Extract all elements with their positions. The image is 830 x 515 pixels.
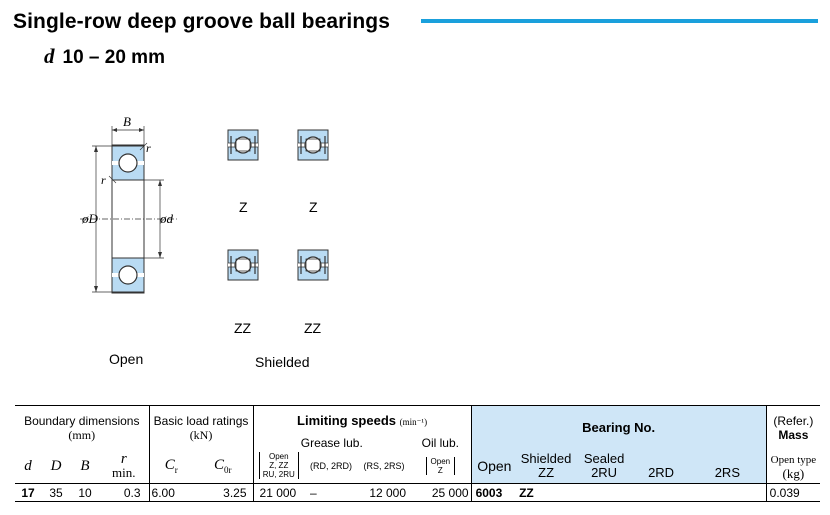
col-bn-2rs-header: 2RS xyxy=(689,450,766,484)
limiting-speeds-header: Limiting speeds (min⁻¹) xyxy=(253,406,471,436)
dim-d-label: ød xyxy=(160,211,173,226)
cell-bearing-2rs xyxy=(689,484,766,502)
shield-zz-section-1 xyxy=(228,250,258,280)
zz-label-2: ZZ xyxy=(304,320,322,336)
col-grease-open-header: Open Z, ZZ RU, 2RU xyxy=(253,450,304,484)
cell-grease-rs: 12 000 xyxy=(358,484,410,502)
cell-B: 10 xyxy=(71,484,99,502)
basic-load-ratings-header: Basic load ratings (kN) xyxy=(149,406,253,450)
table-row xyxy=(15,484,820,502)
col-mass-header: Open type (kg) xyxy=(766,450,820,484)
shield-z-section-1 xyxy=(228,130,258,160)
shield-zz-section-2 xyxy=(298,250,328,280)
cell-bearing-2rd xyxy=(633,484,689,502)
cell-mass: 0.039 xyxy=(766,484,820,502)
col-cr-header: $C_r$ xyxy=(149,450,193,484)
cell-oil: 25 000 xyxy=(410,484,471,502)
cell-bearing-open: 6003 xyxy=(471,484,517,502)
cell-grease-rd: – xyxy=(304,484,358,502)
col-r-header: r min. xyxy=(99,450,149,484)
col-B-header: B xyxy=(71,450,99,484)
shielded-figure-label: Shielded xyxy=(255,354,310,370)
col-grease-rd-header: (RD, 2RD) xyxy=(304,450,358,484)
col-oil-open-header: Open Z xyxy=(410,450,471,484)
bearing-spec-table xyxy=(15,405,820,502)
col-d-header: d xyxy=(15,450,41,484)
bearing-no-header: Bearing No. xyxy=(471,406,766,450)
cell-c0r: 3.25 xyxy=(193,484,253,502)
mass-header: (Refer.) Mass xyxy=(766,406,820,450)
subtitle-d-symbol: d xyxy=(44,44,55,68)
subtitle-range: 10 – 20 mm xyxy=(62,47,165,68)
shield-z-section-2 xyxy=(298,130,328,160)
col-grease-rs-header: (RS, 2RS) xyxy=(358,450,410,484)
col-D-header: D xyxy=(41,450,71,484)
col-bn-sealed-header: Sealed 2RU xyxy=(575,450,633,484)
cell-D: 35 xyxy=(41,484,71,502)
dim-r-top-label: r xyxy=(146,141,151,155)
z-label-2: Z xyxy=(309,199,318,215)
cell-d: 17 xyxy=(15,484,41,502)
open-bearing-section xyxy=(80,126,178,293)
cell-cr: 6.00 xyxy=(149,484,193,502)
dim-D-label: øD xyxy=(82,211,98,226)
cell-grease-open: 21 000 xyxy=(253,484,304,502)
zz-label-1: ZZ xyxy=(234,320,252,336)
page-title: Single-row deep groove ball bearings xyxy=(13,10,391,33)
open-figure-label: Open xyxy=(109,351,144,367)
col-bn-2rd-header: 2RD xyxy=(633,450,689,484)
oil-lub-header: Oil lub. xyxy=(421,435,459,450)
cell-bearing-sealed xyxy=(575,484,633,502)
col-bn-open-header: Open xyxy=(471,450,517,484)
col-c0r-header: $C_{0r}$ xyxy=(193,450,253,484)
boundary-dimensions-header: Boundary dimensions (mm) xyxy=(15,406,149,450)
cell-bearing-shielded: ZZ xyxy=(517,484,575,502)
col-bn-shielded-header: Shielded ZZ xyxy=(517,450,575,484)
z-label-1: Z xyxy=(239,199,248,215)
dim-B-label: B xyxy=(123,114,131,129)
dim-r-left-label: r xyxy=(101,173,106,187)
cell-r: 0.3 xyxy=(99,484,149,502)
grease-lub-header: Grease lub. xyxy=(300,435,363,450)
